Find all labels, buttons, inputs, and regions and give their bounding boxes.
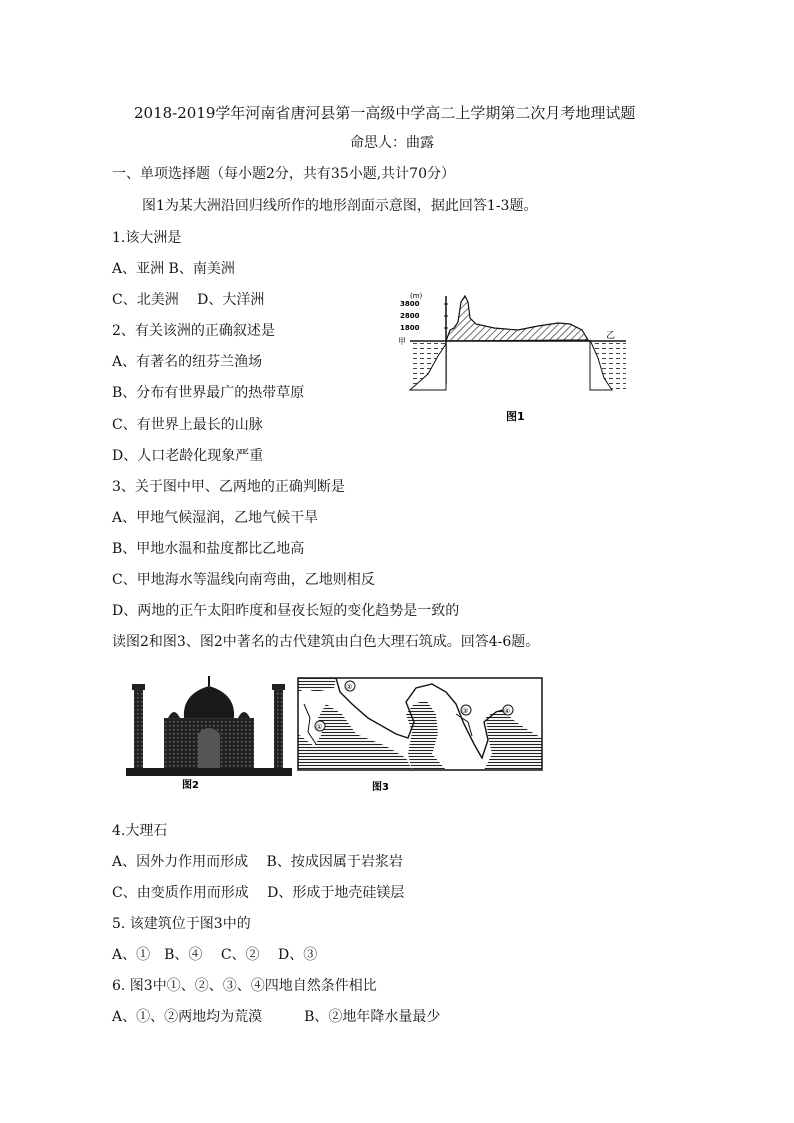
q6-stem: 6. 图3中①、②、③、④四地自然条件相比 (112, 978, 377, 994)
q4-options-ab: A、因外力作用而形成 B、按成因属于岩浆岩 (112, 854, 403, 870)
q1-stem: 1.该大洲是 (112, 230, 182, 246)
q2-stem: 2、有关该洲的正确叙述是 (112, 323, 275, 339)
q1-options-ab: A、亚洲 B、南美洲 (112, 261, 235, 277)
q5-options: A、① B、④ C、② D、③ (112, 947, 318, 963)
fig3-marker-3: ③ (462, 707, 469, 715)
fig1-ytick: 1800 (400, 324, 420, 332)
q6-options: A、①、②两地均为荒漠 B、②地年降水量最少 (112, 1009, 441, 1025)
question-intro-2: 读图2和图3、图2中著名的古代建筑由白色大理石筑成。回答4-6题。 (112, 634, 540, 650)
fig1-unit: (m) (410, 292, 423, 300)
fig1-label-yi: 乙 (606, 331, 616, 341)
figure-1-terrain-profile (398, 286, 634, 428)
fig3-caption: 图3 (372, 782, 389, 793)
figure-2-building (124, 672, 294, 796)
q3-option-b: B、甲地水温和盐度都比乙地高 (112, 541, 305, 557)
figure-3-map (296, 674, 544, 798)
page-title: 2018-2019学年河南省唐河县第一高级中学高二上学期第二次月考地理试题 (134, 104, 636, 122)
fig1-label-jia: 甲 (398, 337, 406, 346)
q3-option-a: A、甲地气候湿润，乙地气候干旱 (112, 510, 319, 526)
q2-option-b: B、分布有世界最广的热带草原 (112, 385, 305, 401)
q2-option-c: C、有世界上最长的山脉 (112, 417, 263, 433)
question-intro: 图1为某大洲沿回归线所作的地形剖面示意图，据此回答1-3题。 (142, 198, 538, 214)
q2-option-d: D、人口老龄化现象严重 (112, 448, 264, 464)
q3-option-c: C、甲地海水等温线向南弯曲，乙地则相反 (112, 572, 375, 588)
fig1-caption: 图1 (506, 410, 525, 423)
q3-stem: 3、关于图中甲、乙两地的正确判断是 (112, 479, 345, 495)
section-heading: 一、单项选择题（每小题2分，共有35小题,共计70分） (112, 166, 455, 182)
fig3-marker-2: ② (346, 683, 353, 691)
q5-stem: 5. 该建筑位于图3中的 (112, 916, 251, 932)
q1-options-cd: C、北美洲 D、大洋洲 (112, 292, 265, 308)
fig1-ytick: 3800 (400, 300, 420, 308)
q4-options-cd: C、由变质作用而形成 D、形成于地壳硅镁层 (112, 885, 405, 901)
fig2-caption: 图2 (182, 780, 199, 791)
q2-option-a: A、有著名的纽芬兰渔场 (112, 354, 263, 370)
fig3-marker-4: ④ (504, 707, 511, 715)
q4-stem: 4.大理石 (112, 823, 168, 839)
author-line: 命思人：曲露 (350, 135, 434, 151)
q3-option-d: D、两地的正午太阳昨度和昼夜长短的变化趋势是一致的 (112, 603, 460, 619)
fig1-ytick: 2800 (400, 312, 420, 320)
fig3-marker-1: ① (316, 723, 323, 731)
